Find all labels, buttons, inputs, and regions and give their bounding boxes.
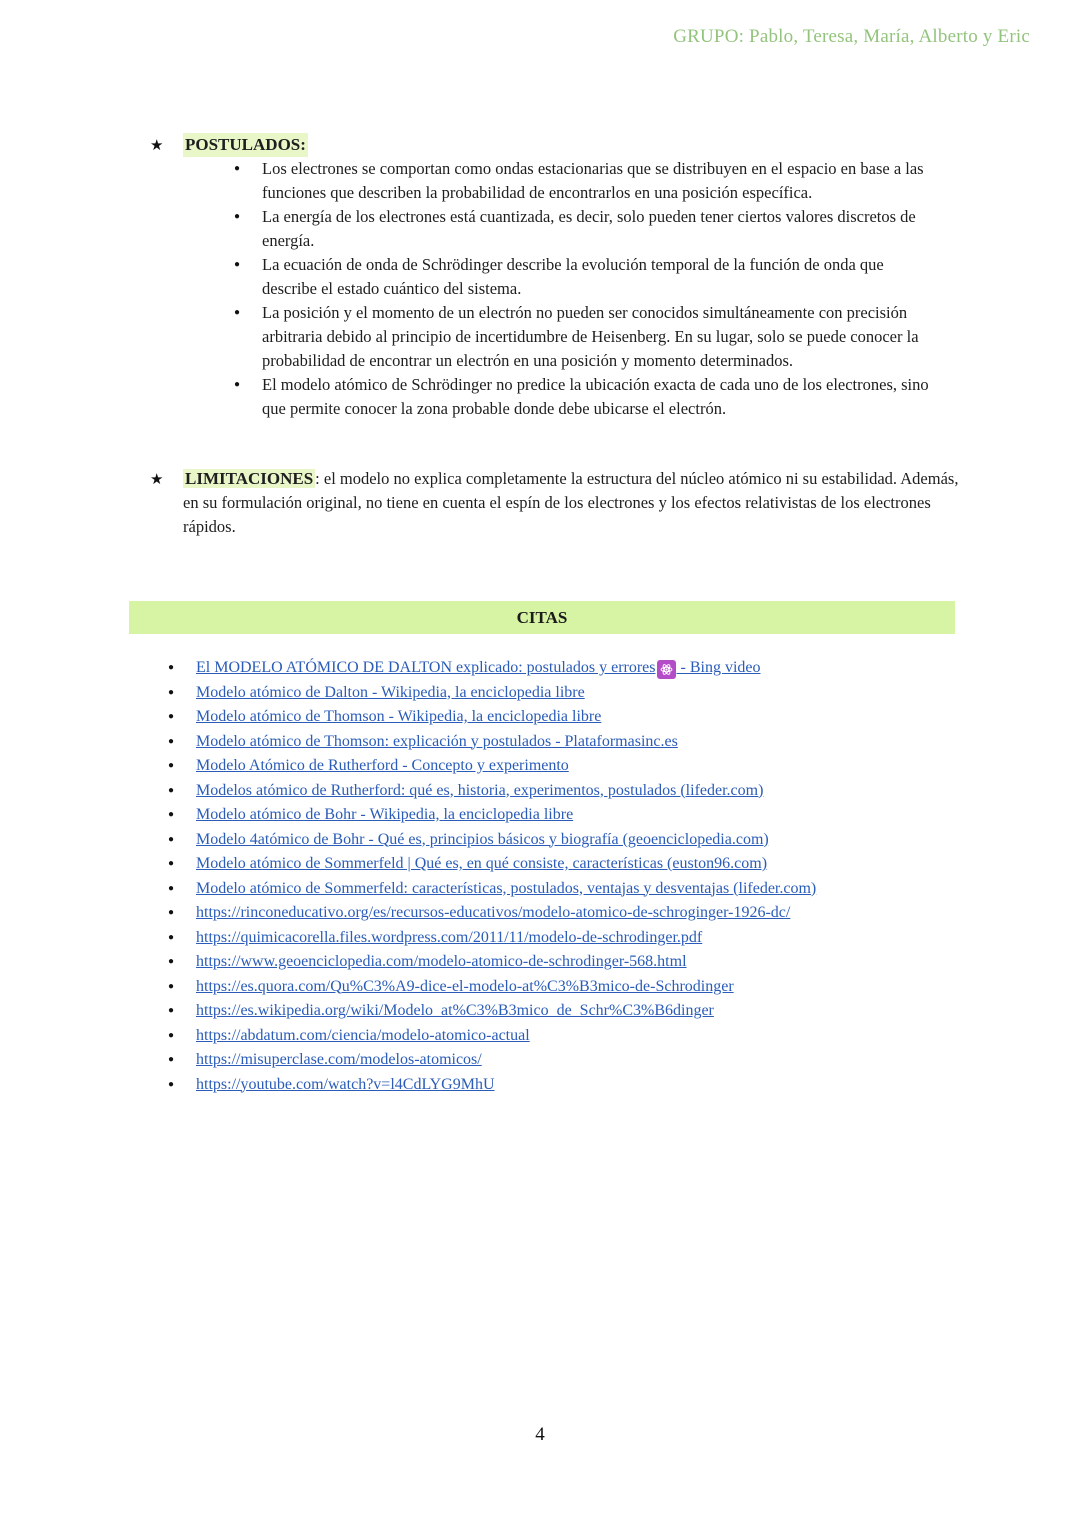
citation-item [168, 828, 1080, 853]
document-header-group-line: GRUPO: Pablo, Teresa, María, Alberto y Eric [673, 26, 1030, 47]
citation-item [168, 950, 1080, 975]
citation-link[interactable]: Modelo atómico de Thomson: explicación y postulados - Plataformasinc.es [196, 732, 678, 750]
citation-item [168, 681, 1080, 706]
citation-item-featured [168, 656, 1080, 681]
citation-link[interactable]: Modelo atómico de Sommerfeld: características, postulados, ventajas y desventajas (lifeder.com) [196, 879, 817, 897]
postulado-item-text: Los electrones se comportan como ondas estacionarias que se distribuyen en el espacio en base a las funciones que describen la probabilidad de encontrarlos en una posición específica. [262, 159, 924, 202]
citation-item [168, 1073, 1080, 1098]
citation-link[interactable]: https://www.geoenciclopedia.com/modelo-atomico-de-schrodinger-568.html [196, 953, 687, 970]
citation-item [168, 779, 1080, 804]
citation-item [168, 877, 1080, 902]
postulados-section-heading [150, 133, 1080, 157]
citation-link[interactable]: Modelo atómico de Bohr - Wikipedia, la enciclopedia libre [196, 806, 574, 823]
citation-item [168, 705, 1080, 730]
postulado-item [232, 205, 932, 253]
document-body [0, 133, 1080, 1097]
limitaciones-paragraph [183, 467, 963, 539]
citation-item [168, 975, 1080, 1000]
citation-link[interactable]: Modelos atómico de Rutherford: qué es, historia, experimentos, postulados (lifeder.com) [196, 781, 764, 799]
limitaciones-text: : el modelo no explica completamente la estructura del núcleo atómico ni su estabilidad. Además, en su formulación original, no tiene en cuenta el espín de los electrones y los efectos relativistas de los electrones rápidos. [183, 469, 959, 536]
citation-link[interactable]: Modelo Atómico de Rutherford - Concepto y experimento [196, 757, 569, 774]
citation-link-text-before: El MODELO ATÓMICO DE DALTON explicado: postulados y errores [196, 659, 656, 676]
citation-item [168, 1048, 1080, 1073]
citation-link-featured[interactable] [196, 659, 761, 676]
limitaciones-title: LIMITACIONES [185, 469, 314, 488]
postulado-item [232, 373, 932, 421]
citation-item [168, 926, 1080, 951]
citation-list [168, 656, 1080, 1097]
citation-link[interactable]: https://rinconeducativo.org/es/recursos-educativos/modelo-atomico-de-schroginger-1926-dc/ [196, 904, 791, 921]
atom-icon [657, 660, 676, 679]
postulado-item [232, 301, 932, 373]
postulado-item-text: La ecuación de onda de Schrödinger describe la evolución temporal de la función de onda que describe el estado cuántico del sistema. [262, 255, 884, 298]
citation-item [168, 1024, 1080, 1049]
citas-header-bar [129, 601, 955, 634]
star-bullet-icon: ★ [150, 470, 164, 488]
citation-link[interactable]: Modelo atómico de Thomson - Wikipedia, la enciclopedia libre [196, 708, 602, 725]
postulado-item [232, 157, 932, 205]
citas-title: CITAS [516, 607, 568, 627]
citation-link[interactable]: Modelo atómico de Sommerfeld | Qué es, en qué consiste, características (euston96.com) [196, 855, 768, 872]
citation-item [168, 999, 1080, 1024]
citation-link[interactable]: Modelo atómico de Dalton - Wikipedia, la enciclopedia libre [196, 683, 585, 701]
postulado-item-text: La posición y el momento de un electrón no pueden ser conocidos simultáneamente con precisión arbitraria debido al principio de incertidumbre de Heisenberg. En su lugar, solo se puede conocer la probabilidad de encontrar un electrón en una posición y momento determinados. [262, 303, 919, 370]
citation-item [168, 803, 1080, 828]
citation-link[interactable]: https://abdatum.com/ciencia/modelo-atomico-actual [196, 1026, 530, 1044]
postulados-title: POSTULADOS: [183, 133, 308, 157]
citation-link[interactable]: https://misuperclase.com/modelos-atomicos/ [196, 1051, 482, 1068]
citation-item [168, 901, 1080, 926]
postulados-list [232, 157, 932, 421]
postulado-item-text: El modelo atómico de Schrödinger no predice la ubicación exacta de cada uno de los electrones, sino que permite conocer la zona probable donde debe ubicarse el electrón. [262, 375, 929, 418]
citation-link[interactable]: https://es.wikipedia.org/wiki/Modelo_at%C3%B3mico_de_Schr%C3%B6dinger [196, 1002, 714, 1019]
citation-item [168, 852, 1080, 877]
citation-item [168, 730, 1080, 755]
citation-link-text-after: - Bing video [676, 659, 761, 676]
citation-item [168, 754, 1080, 779]
limitaciones-section [150, 467, 1080, 539]
postulado-item [232, 253, 932, 301]
page-number: 4 [535, 1424, 545, 1445]
citation-link[interactable]: https://youtube.com/watch?v=l4CdLYG9MhU [196, 1075, 495, 1093]
postulado-item-text: La energía de los electrones está cuantizada, es decir, solo pueden tener ciertos valores discretos de energía. [262, 207, 916, 250]
citation-link[interactable]: Modelo 4atómico de Bohr - Qué es, principios básicos y biografía (geoenciclopedia.com) [196, 830, 769, 848]
citation-link[interactable]: https://es.quora.com/Qu%C3%A9-dice-el-modelo-at%C3%B3mico-de-Schrodinger [196, 977, 734, 995]
citation-link[interactable]: https://quimicacorella.files.wordpress.com/2011/11/modelo-de-schrodinger.pdf [196, 928, 703, 946]
star-bullet-icon: ★ [150, 136, 164, 154]
